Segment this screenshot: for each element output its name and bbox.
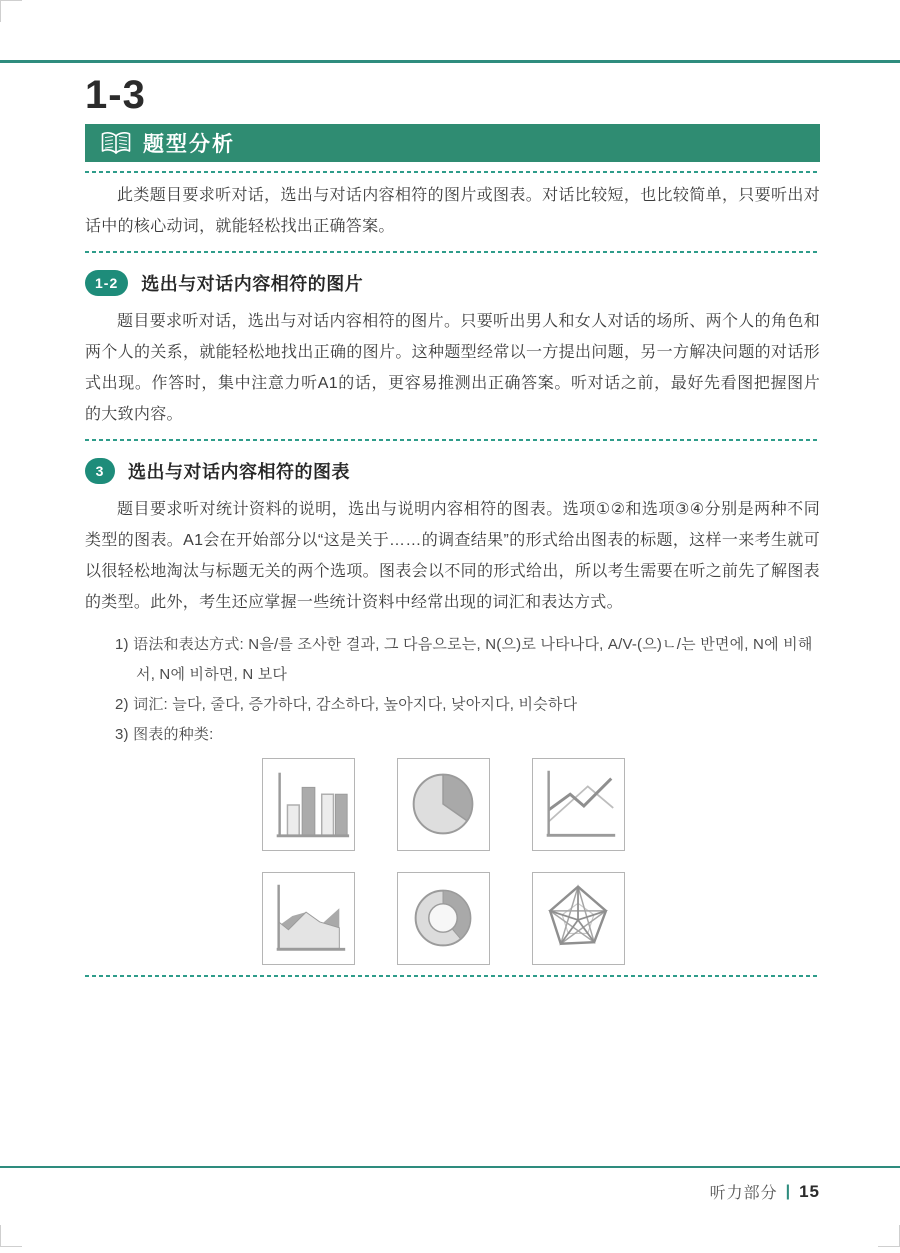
- section-body-pictures: 题目要求听对话，选出与对话内容相符的图片。只要听出男人和女人对话的场所、两个人的角色和两个人的关系，就能轻松地找出正确的图片。这种题型经常以一方提出问题，另一方解决问题的对话形式出现。作答时，集中注意力听A1的话，更容易推测出正确答案。听对话之前，最好先看图把握图片的大致内容。: [85, 313, 820, 423]
- donut-chart-icon: [398, 873, 489, 964]
- list-item-vocabulary: [115, 690, 820, 720]
- bar-chart-icon: [263, 759, 354, 850]
- area-chart-icon: [263, 873, 354, 964]
- section-title: 选出与对话内容相符的图片: [141, 274, 364, 294]
- section-badge: 1-2: [85, 270, 128, 296]
- list-label: 图表的种类:: [133, 726, 214, 743]
- list-label: 词汇:: [133, 696, 168, 713]
- page-footer: [710, 1180, 820, 1203]
- radar-chart-icon: [533, 873, 624, 964]
- list-text: 늘다, 줄다, 증가하다, 감소하다, 높아지다, 낮아지다, 비슷하다: [172, 696, 578, 713]
- crop-mark-top-left: [0, 0, 22, 22]
- footer-separator: |: [785, 1182, 792, 1200]
- page-content: [0, 63, 900, 977]
- list-number: 3): [115, 726, 129, 743]
- bar-chart-thumbnail: [262, 758, 355, 851]
- study-notes-list: [115, 630, 820, 750]
- intro-paragraph: 此类题目要求听对话，选出与对话内容相符的图片或图表。对话比较短，也比较简单，只要听出对话中的核心动词，就能轻松找出正确答案。: [85, 187, 820, 235]
- dashed-divider: [85, 975, 820, 977]
- chart-type-gallery: [262, 758, 625, 965]
- area-chart-thumbnail: [262, 872, 355, 965]
- dashed-divider: [85, 171, 820, 173]
- list-number: 2): [115, 696, 129, 713]
- crop-mark-bottom-right: [878, 1225, 900, 1247]
- section-heading-charts: [85, 458, 820, 484]
- pie-chart-thumbnail: [397, 758, 490, 851]
- footer-section-label: 听力部分: [709, 1185, 778, 1202]
- dashed-divider: [85, 251, 820, 253]
- list-number: 1): [115, 636, 129, 653]
- pie-chart-icon: [398, 759, 489, 850]
- radar-chart-thumbnail: [532, 872, 625, 965]
- chapter-number: 1-3: [85, 73, 146, 117]
- section-title: 选出与对话内容相符的图表: [128, 462, 350, 482]
- footer-page-number: 15: [799, 1181, 820, 1201]
- dashed-divider: [85, 439, 820, 441]
- line-chart-icon: [533, 759, 624, 850]
- list-text: N을/를 조사한 결과, 그 다음으로는, N(으)로 나타나다, A/V-(으)ㄴ/는 반면에, N에 비해서, N에 비하면, N 보다: [136, 636, 813, 683]
- open-book-icon: [99, 130, 133, 156]
- line-chart-thumbnail: [532, 758, 625, 851]
- section-body-charts: 题目要求听对统计资料的说明，选出与说明内容相符的图表。选项①②和选项③④分别是两种不同类型的图表。A1会在开始部分以“这是关于……的调查结果”的形式给出图表的标题，这样一来考生就可以很轻松地淘汰与标题无关的两个选项。图表会以不同的形式给出，所以考生需要在听之前先了解图表的类型。此外，考生还应掌握一些统计资料中经常出现的词汇和表达方式。: [85, 501, 820, 611]
- page-title: 题型分析: [143, 133, 235, 156]
- list-item-chart-types: [115, 720, 820, 750]
- crop-mark-bottom-left: [0, 1225, 22, 1247]
- bottom-rule: [0, 1166, 900, 1168]
- section-header-bar: [85, 124, 820, 162]
- section-heading-pictures: [85, 270, 820, 296]
- donut-chart-thumbnail: [397, 872, 490, 965]
- list-item-grammar: [115, 630, 820, 690]
- list-label: 语法和表达方式:: [133, 636, 244, 653]
- section-badge: 3: [85, 458, 115, 484]
